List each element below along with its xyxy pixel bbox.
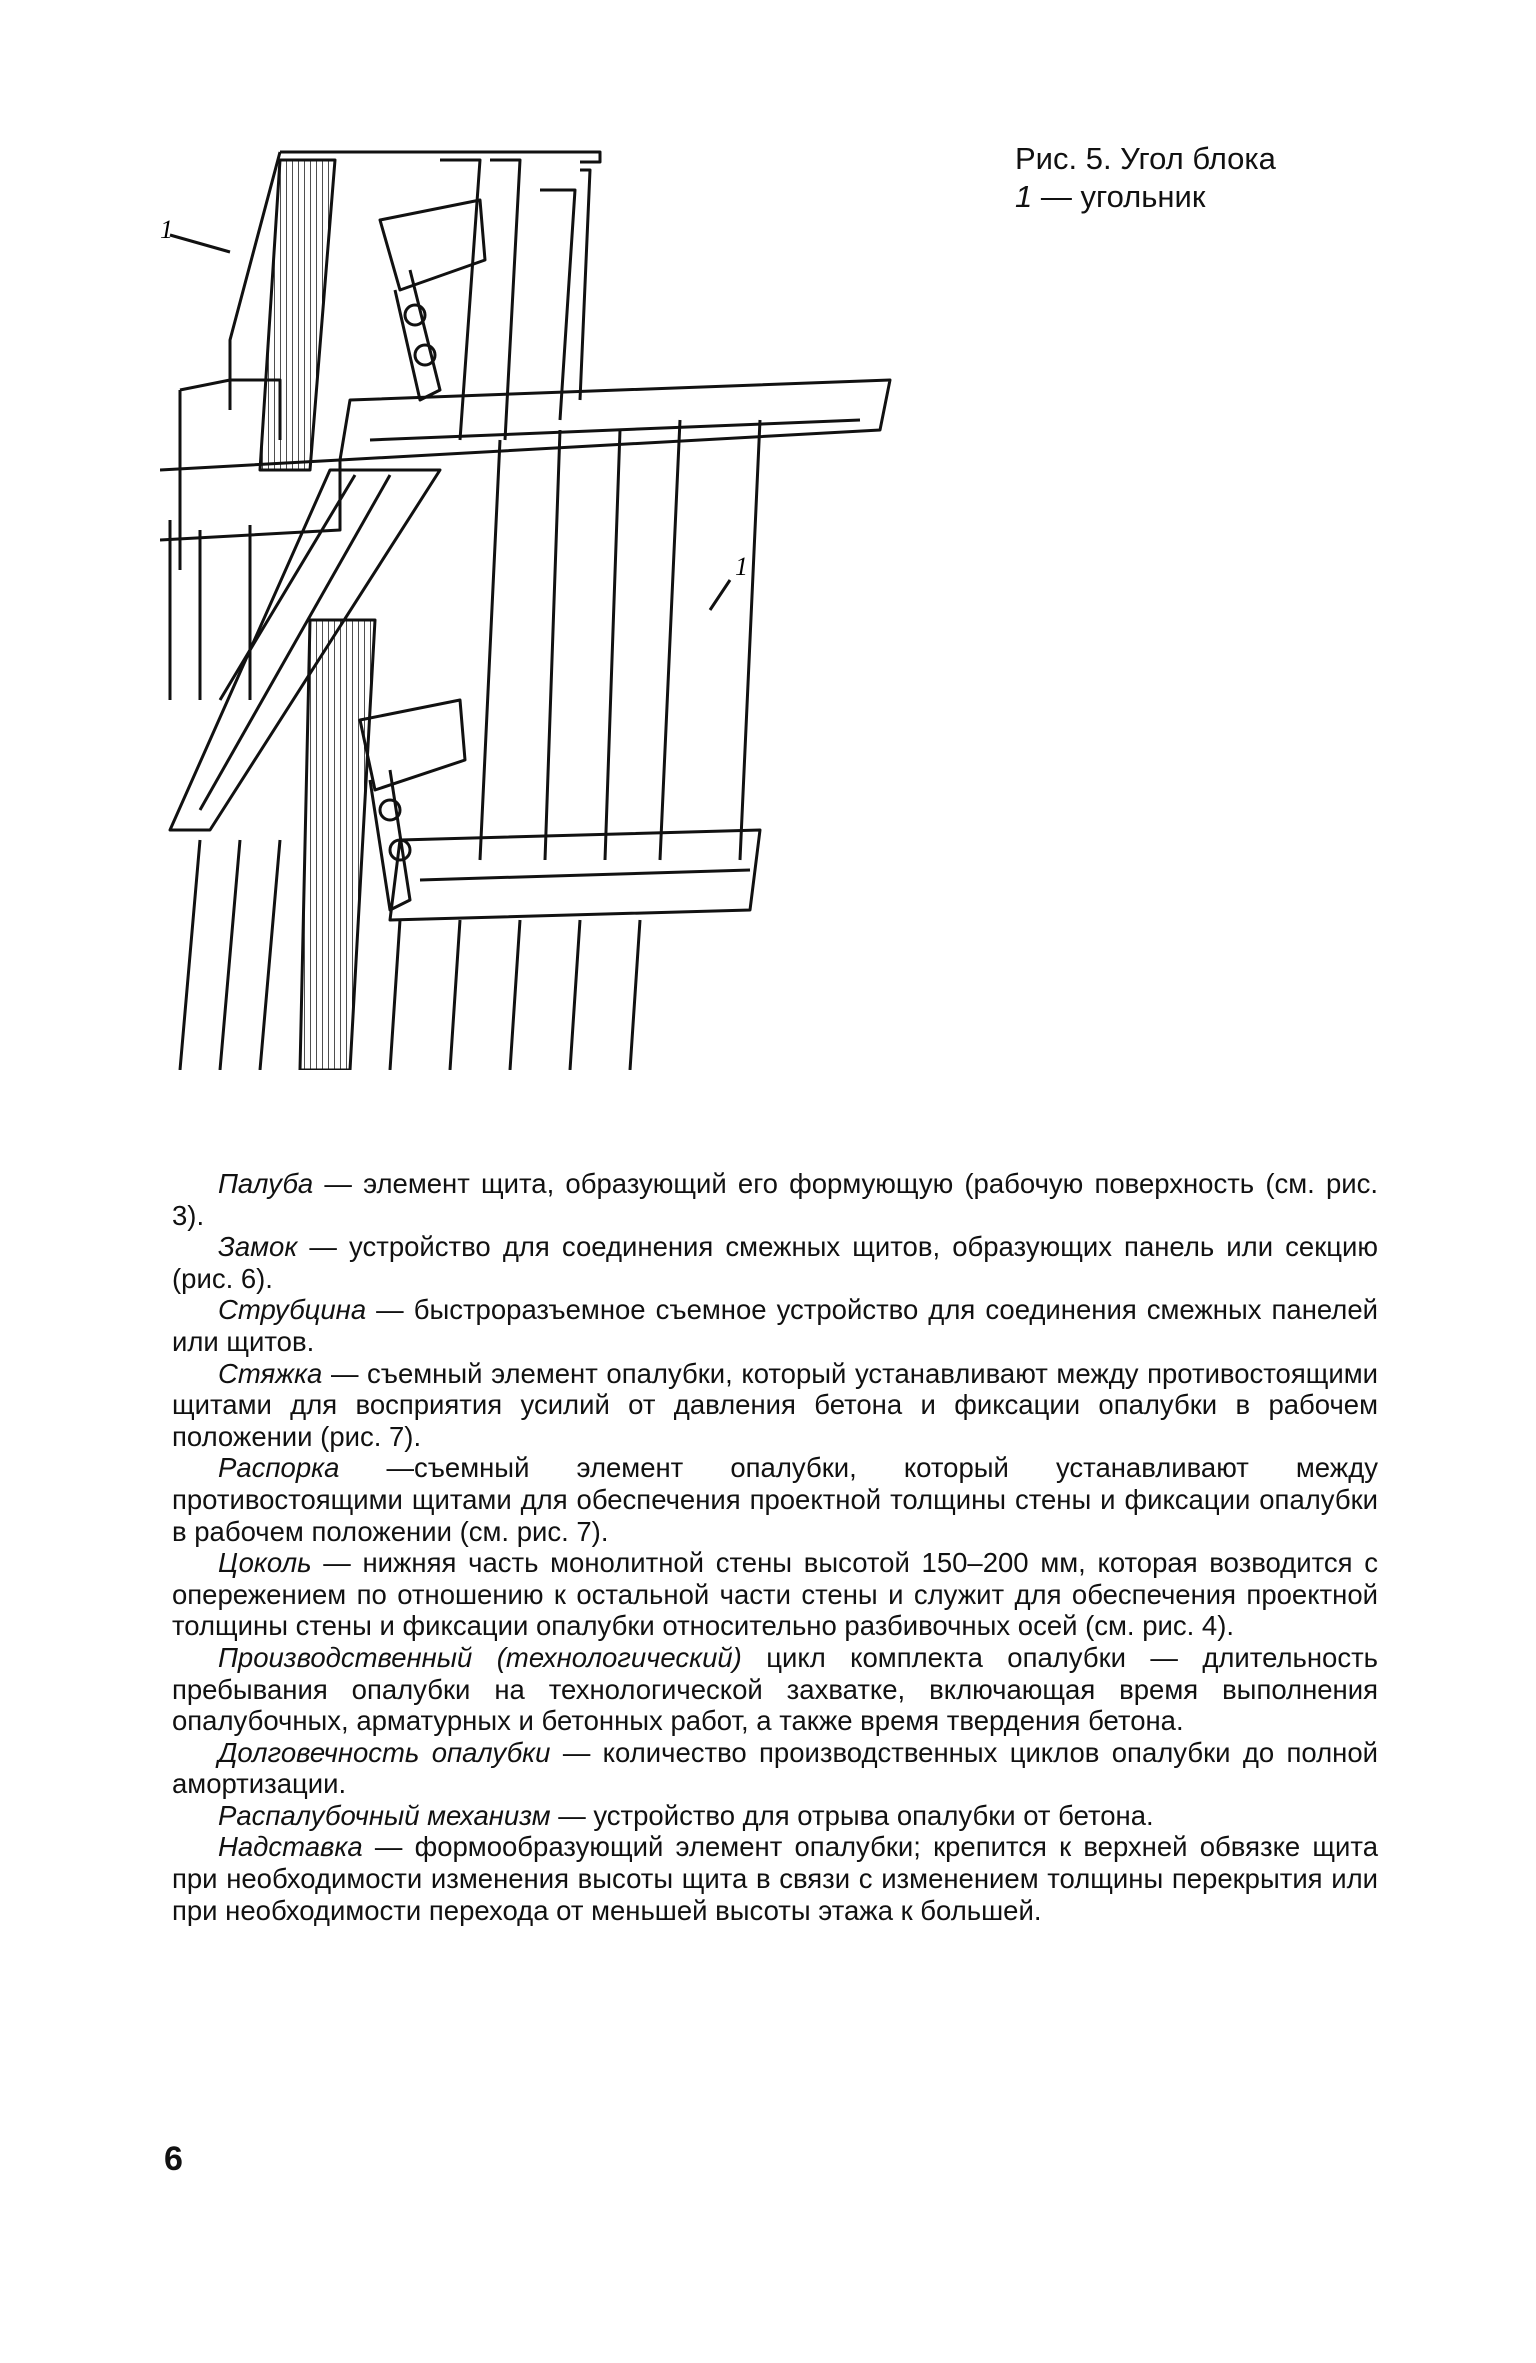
definition-paragraph [172, 1358, 1378, 1453]
definition-body: —съемный элемент опалубки, который устанавливают между противостоящими щитами для обеспечения проектной толщины стены и фиксации опалубки в рабочем положении (см. рис. 7). [172, 1452, 1378, 1547]
definition-term: Замок [218, 1231, 298, 1263]
callout-number-1-lower: 1 [735, 552, 748, 581]
definition-term: Распорка [218, 1452, 340, 1484]
definition-paragraph [172, 1800, 1378, 1832]
definition-paragraph [172, 1294, 1378, 1357]
definition-body: — быстроразъемное съемное устройство для соединения смежных панелей или щитов. [172, 1294, 1378, 1357]
definition-term: Палуба [218, 1168, 314, 1199]
definition-body: — устройство для соединения смежных щитов, образующих панель или секцию (рис. 6). [172, 1231, 1378, 1294]
definition-paragraph [172, 1231, 1378, 1294]
definition-term: Надставка [218, 1831, 363, 1863]
definition-body: — нижняя часть монолитной стены высотой 150–200 мм, которая возводится с опережением по отношению к остальной части стены и служит для обеспечения проектной толщины стены и фиксации опалубки относительно разбивочных осей (см. рис. 4). [172, 1547, 1378, 1642]
definition-paragraph [172, 1642, 1378, 1737]
figure-caption [1015, 140, 1276, 216]
caption-legend [1015, 178, 1276, 216]
page-number: 6 [164, 2140, 183, 2178]
definition-term: Цоколь [218, 1547, 312, 1579]
definition-paragraph [172, 1168, 1378, 1231]
definitions-text [172, 1168, 1378, 1926]
definition-body: цикл комплекта опалубки — длительность пребывания опалубки на технологической захватке, включающая время выполнения опалубочных, арматурных и бетонных работ, а также время твердения бетона. [172, 1641, 1378, 1737]
legend-number: 1 [1015, 179, 1033, 214]
definition-body: — количество производственных циклов опалубки до полной амортизации. [172, 1736, 1379, 1800]
definition-term: Струбцина [218, 1294, 367, 1326]
caption-title: Рис. 5. Угол блока [1015, 141, 1276, 176]
definition-body: — съемный элемент опалубки, который устанавливают между противостоящими щитами для восприятия усилий от давления бетона и фиксации опалубки в рабочем положении (рис. 7). [172, 1357, 1378, 1452]
definition-paragraph [172, 1547, 1378, 1642]
definition-term: Распалубочный механизм [218, 1799, 551, 1831]
figure-block-corner [160, 140, 920, 1070]
definition-body: — устройство для отрыва опалубки от бетона. [550, 1799, 1154, 1831]
callout-number-1: 1 [160, 215, 173, 244]
definition-paragraph [172, 1737, 1378, 1800]
definition-paragraph [172, 1831, 1378, 1926]
definition-term: Производственный (технологический) [218, 1641, 742, 1673]
definition-term: Долговечность опалубки [218, 1736, 551, 1768]
definition-term: Стяжка [218, 1357, 323, 1389]
definition-body: — элемент щита, образующий его формующую (рабочую поверхность (см. рис. 3). [172, 1168, 1378, 1231]
definition-paragraph [172, 1452, 1378, 1547]
formwork-corner-drawing [160, 140, 920, 1070]
legend-text: — угольник [1032, 179, 1206, 214]
definition-body: — формообразующий элемент опалубки; крепится к верхней обвязке щита при необходимости изменения высоты щита в связи с изменением толщины перекрытия или при необходимости перехода от меньшей высоты этажа к большей. [172, 1831, 1378, 1926]
